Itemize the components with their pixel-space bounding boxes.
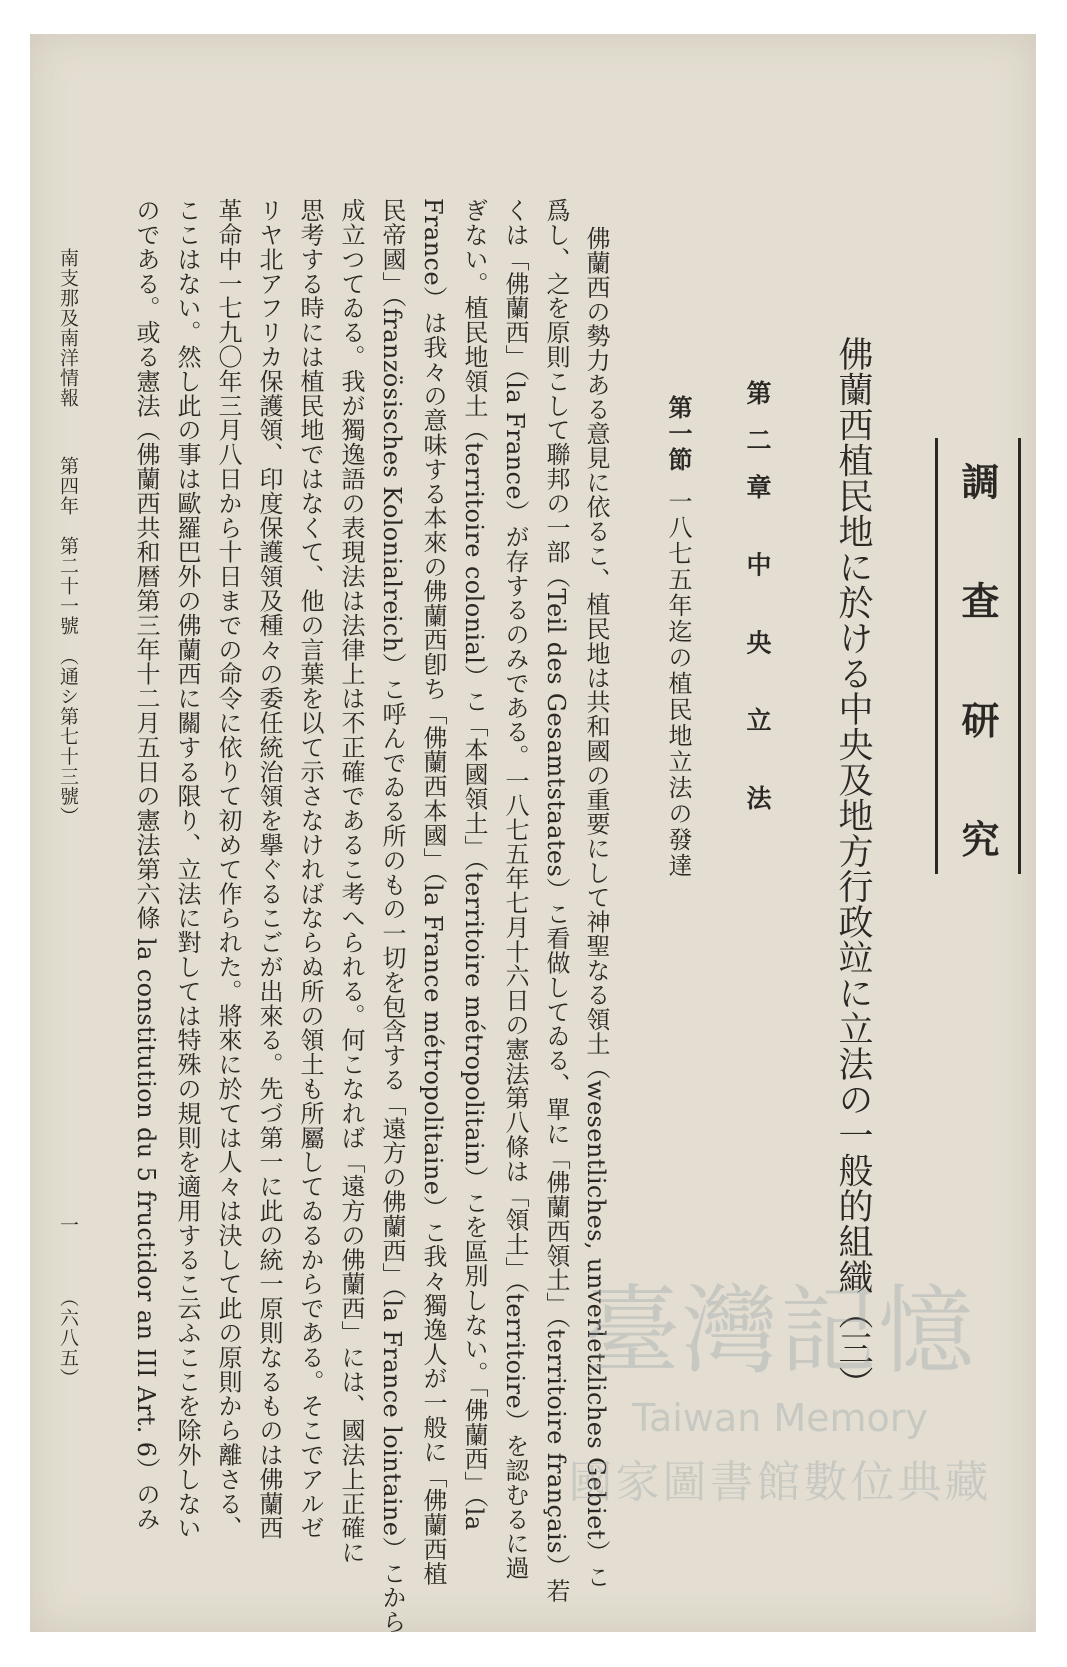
publication-name: 南支那及南洋情報 (57, 248, 79, 408)
watermark-chinese: 臺灣記憶 (584, 1275, 976, 1387)
section-label: 第一節 (664, 395, 693, 473)
body-line-7: 成立つてゐる。我が獨逸語の表現法は法律上は不正確であるこ考へられる。何こなれば「遠方の佛蘭西」には、國法上正確に (337, 198, 365, 1565)
chapter-heading: 第二章 中 央 立 法 (743, 380, 772, 832)
body-line-10: 革命中一七九〇年三月八日から十日までの命令に依りて初めて作られた。將來に於ては人々は決して此の原則から離さる、 (214, 198, 242, 1540)
body-line-2: 爲し、之を原則こして聯邦の一部（Teil des Gesamtstaates）こ看做してゐる、單に「佛蘭西領土」（territoire français）若 (542, 198, 570, 1603)
section-heading (664, 395, 693, 879)
section-title: 一八七五年迄の植民地立法の發達 (664, 489, 692, 879)
watermark (520, 1255, 1040, 1555)
body-line-12: のである。或る憲法（佛蘭西共和暦第三年十二月五日の憲法第六條 la constitution du 5 fructidor an III Art. 6）のみ (132, 198, 160, 1531)
page-number: 一 (57, 1215, 79, 1235)
body-line-6: 民帝國」（französisches Kolonialreich）こ呼んでゐる所のもの一切を包含する「遠方の佛蘭西」（la France lointaine）こから (378, 198, 406, 1634)
watermark-org: 國家圖書館數位典藏 (568, 1457, 992, 1508)
column-title: 調 査 研 究 (955, 462, 1000, 892)
body-line-3: くは「佛蘭西」（la France）が存するのみである。一八七五年七月十六日の憲法第八條は「領土」（territoire）を認むるに過 (501, 198, 529, 1580)
body-line-9: リヤ北アフリカ保護領、印度保護領及種々の委任統治領を擧ぐるこごが出來る。先づ第一に此の統一原則なるものは佛蘭西 (255, 198, 283, 1540)
watermark-english: Taiwan Memory (632, 1396, 928, 1440)
article-title: 佛蘭西植民地に於ける中央及地方行政竝に立法の一般的組織（三） (833, 336, 873, 1401)
body-line-5: France）は我々の意味する本來の佛蘭西卽ち「佛蘭西本國」（la France métropolitaine）こ我々獨逸人が一般に「佛蘭西植 (419, 198, 447, 1586)
body-line-11: ここはない。然し此の事は歐羅巴外の佛蘭西に關する限り、立法に對しては特殊の規則を適用するこ云ふここを除外しない (173, 198, 201, 1540)
body-line-4: ぎない。植民地領土（territoire colonial）こ「本國領土」（territoire métropolitain）こを區別しない。「佛蘭西」（la (460, 198, 488, 1531)
body-line-1: 佛蘭西の勢力ある意見に依るこ、植民地は共和國の重要にして神聖なる領土（wesentliches, unverletzliches Gebiet）こ (582, 226, 610, 1589)
issue-info: 第四年 第二十一號 （通シ第七十三號） (57, 456, 79, 827)
total-page-number: （六八五） (57, 1288, 79, 1388)
body-line-8: 思考する時には植民地ではなくて、他の言葉を以て示さなければならぬ所の領土も所屬してゐるからである。そこでアルゼ (296, 198, 324, 1540)
